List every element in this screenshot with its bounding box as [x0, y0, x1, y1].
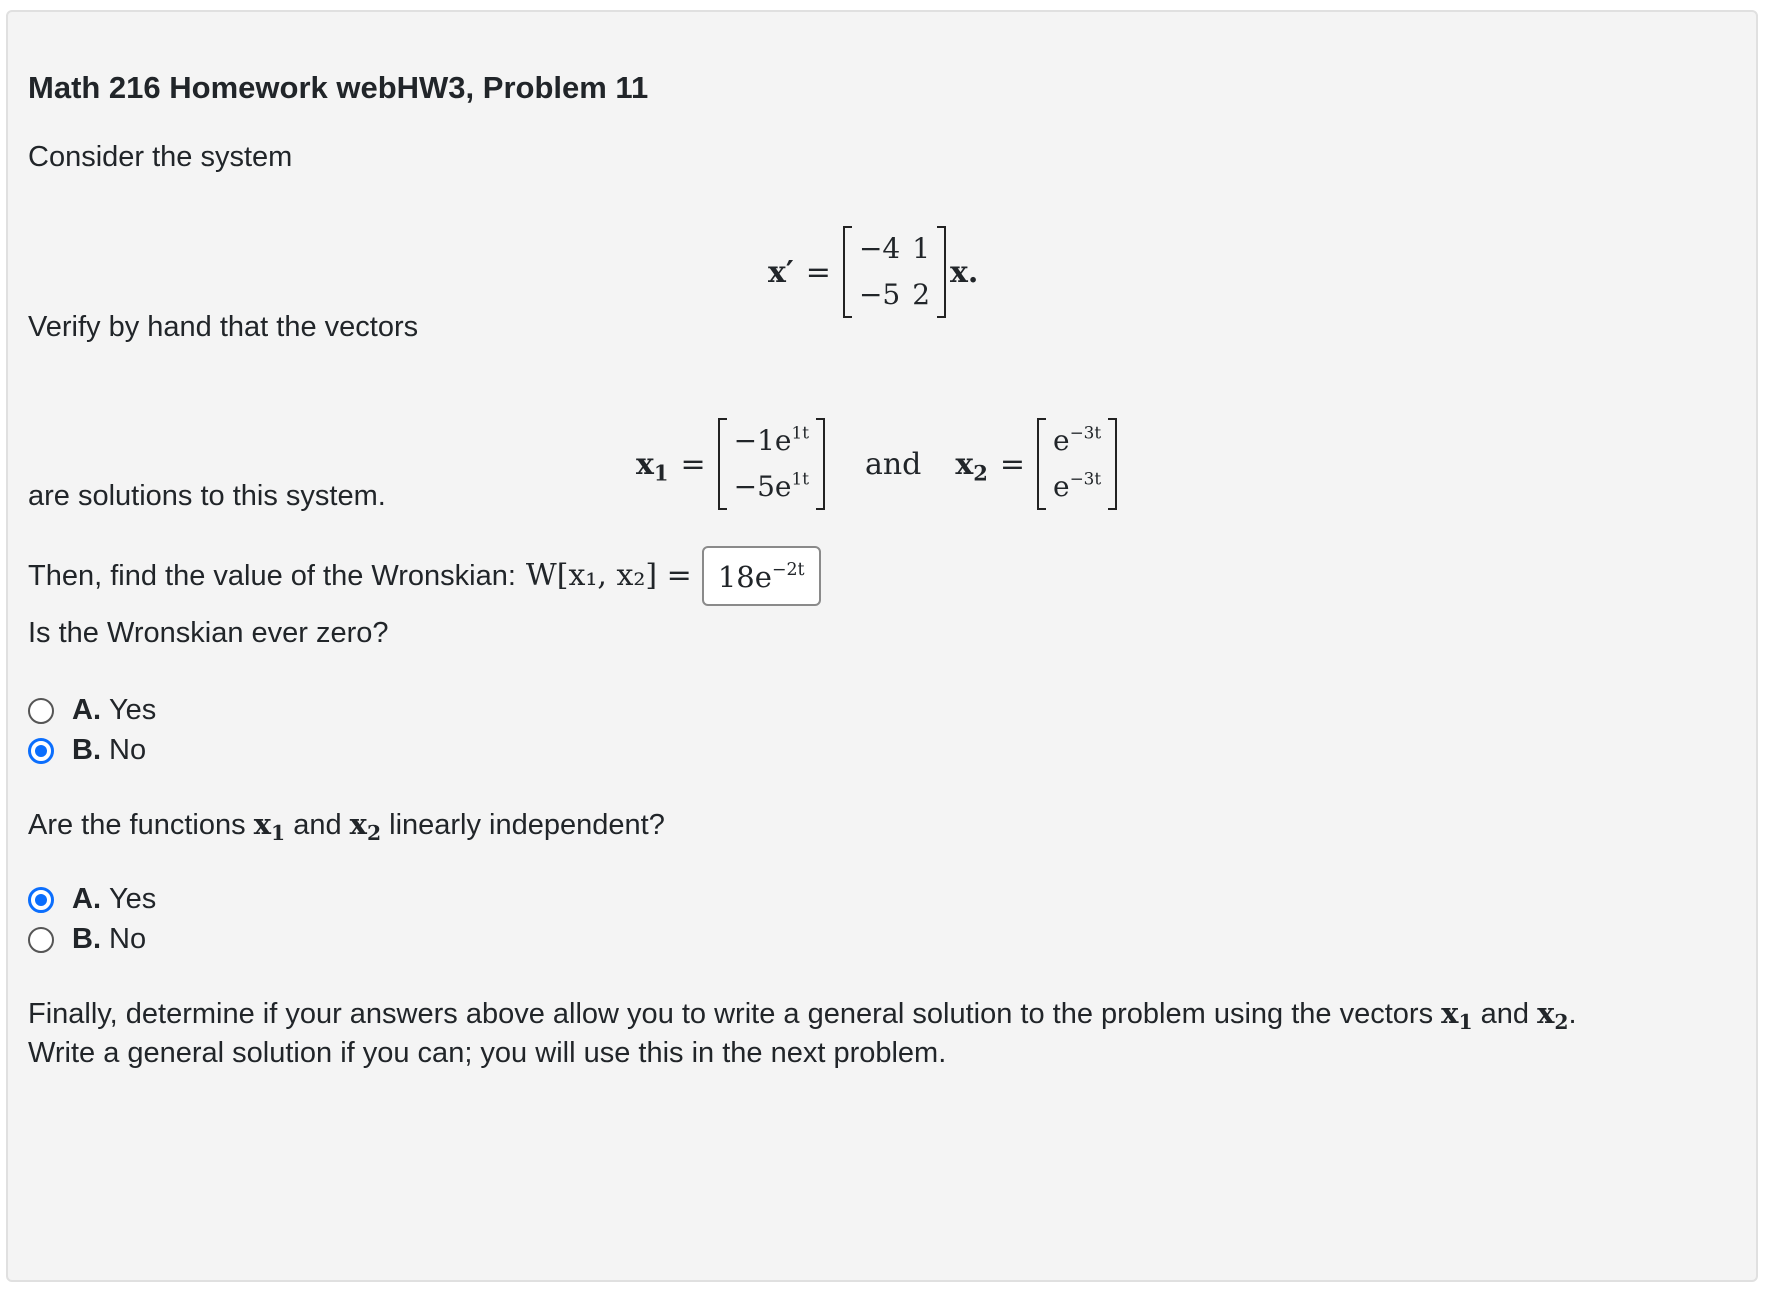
independence-question: Are the functions $x_1$ and $x_2$ linearly independent? [28, 807, 665, 846]
wronskian-prompt: Then, find the value of the Wronskian: [28, 560, 516, 592]
independent-option-b[interactable] [28, 923, 146, 956]
option-letter: A. [72, 694, 101, 726]
verify-text: Verify by hand that the vectors [28, 311, 419, 343]
radio-zero-a[interactable] [28, 698, 54, 724]
system-equation: x′ = −4 1 −5 2 x. [768, 226, 978, 318]
zero-option-a[interactable] [28, 694, 156, 727]
x-vector: x. [950, 254, 979, 290]
option-letter: B. [72, 734, 101, 766]
option-label: Yes [109, 694, 157, 726]
x-prime: x′ [768, 254, 794, 290]
and-word: and [864, 446, 922, 482]
x1-entry: $-1e^{1t}$ [733, 422, 809, 457]
radio-zero-b[interactable] [28, 738, 54, 764]
x2-entry: $e^{-3t}$ [1053, 422, 1102, 457]
x1-entry: $-5e^{1t}$ [733, 468, 809, 503]
final-text-line2: Write a general solution if you can; you will use this in the next problem. [28, 1037, 947, 1069]
option-label: No [109, 923, 147, 955]
matrix-entry: −4 [858, 232, 901, 265]
x1-label: $x_1$ [636, 446, 669, 485]
solution-vectors: $x_1$ = $-1e^{1t}$ $-5e^{1t}$ and $x_2$ = $e^{-3t}$ $e^{-3t}$ [636, 418, 1117, 510]
zero-option-b[interactable] [28, 734, 146, 767]
x1-vector [718, 418, 825, 510]
intro-text: Consider the system [28, 141, 293, 173]
radio-independent-a[interactable] [28, 887, 54, 913]
zero-question: Is the Wronskian ever zero? [28, 617, 389, 649]
option-letter: A. [72, 883, 101, 915]
matrix-entry: −5 [858, 278, 901, 311]
problem-title: Math 216 Homework webHW3, Problem 11 [28, 70, 649, 105]
x2-entry: $e^{-3t}$ [1053, 468, 1102, 503]
option-letter: B. [72, 923, 101, 955]
matrix-entry: 2 [912, 278, 931, 311]
coefficient-matrix [843, 226, 946, 318]
x2-label: $x_2$ [955, 446, 988, 485]
wronskian-answer-input[interactable]: $18e^{-2t}$ [702, 546, 821, 606]
wronskian-row [28, 541, 821, 611]
wronskian-expression: W[x₁, x₂] = [525, 558, 692, 593]
solutions-text: are solutions to this system. [28, 480, 386, 512]
final-text-line1: Finally, determine if your answers above allow you to write a general solution to the problem using the vectors $x_1$ and $x_2$. [28, 996, 1577, 1035]
matrix-entry: 1 [912, 232, 931, 265]
option-label: Yes [109, 883, 157, 915]
radio-independent-b[interactable] [28, 927, 54, 953]
independent-option-a[interactable] [28, 883, 156, 916]
x2-vector [1037, 418, 1117, 510]
option-label: No [109, 734, 147, 766]
